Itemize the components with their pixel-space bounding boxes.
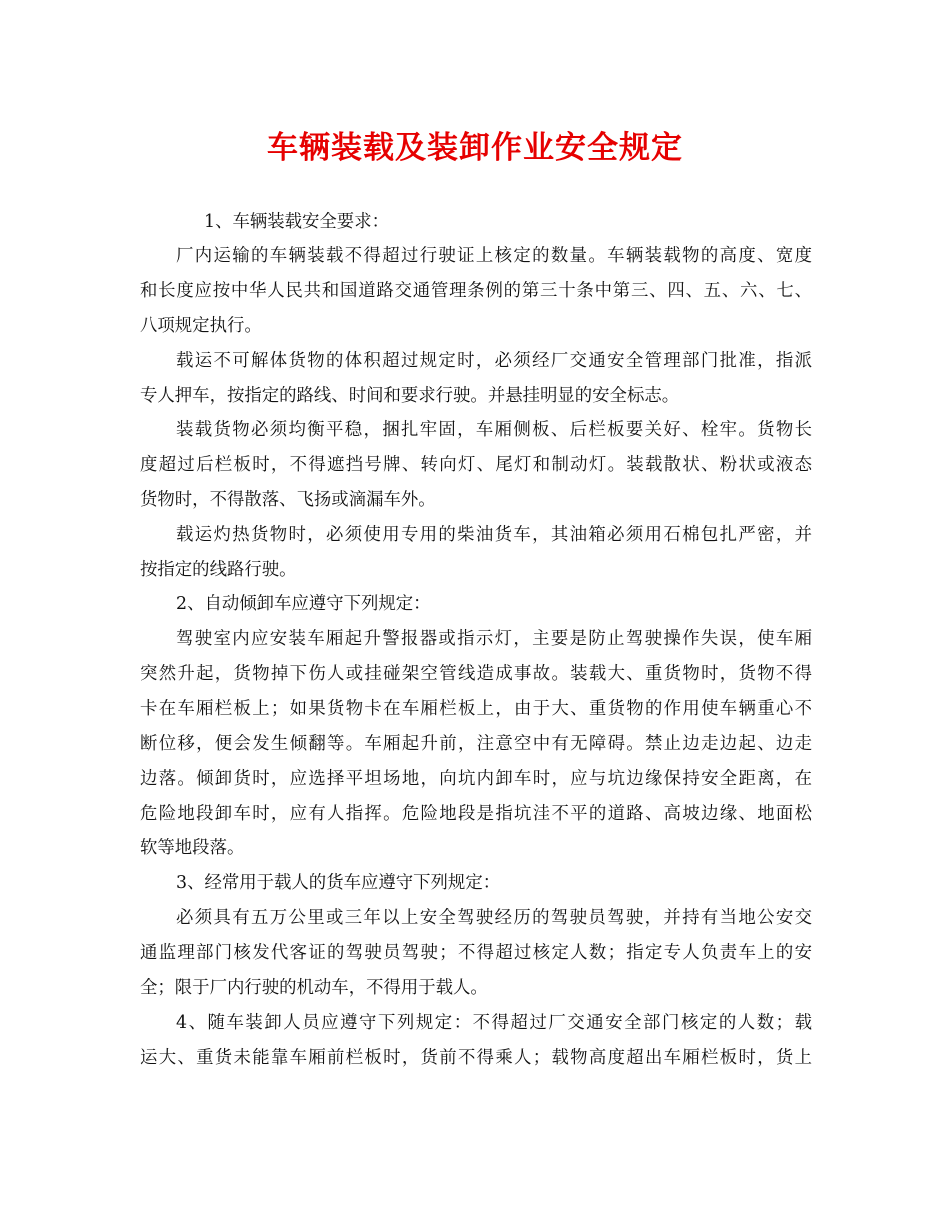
paragraph-line: 和长度应按中华人民共和国道路交通管理条例的第三十条中第三、四、五、六、七、 [140, 281, 812, 301]
paragraph-line: 按指定的线路行驶。 [140, 560, 297, 580]
paragraph-line: 厂内运输的车辆装载不得超过行驶证上核定的数量。车辆装载物的高度、宽度 [176, 246, 812, 266]
section-heading-2: 2、自动倾卸车应遵守下列规定： [176, 594, 431, 614]
paragraph-line: 软等地段落。 [140, 838, 245, 858]
section-heading-1: 1、车辆装载安全要求： [204, 212, 389, 232]
paragraph-line: 驾驶室内应安装车厢起升警报器或指示灯，主要是防止驾驶操作失误，使车厢 [176, 629, 812, 649]
paragraph-line: 载运灼热货物时，必须使用专用的柴油货车，其油箱必须用石棉包扎严密，并 [176, 525, 812, 545]
paragraph-line: 载运不可解体货物的体积超过规定时，必须经厂交通安全管理部门批准，指派 [176, 351, 812, 371]
paragraph-line: 通监理部门核发代客证的驾驶员驾驶；不得超过核定人数；指定专人负责车上的安 [140, 943, 812, 963]
paragraph-line: 突然升起，货物掉下伤人或挂碰架空管线造成事故。装载大、重货物时，货物不得 [140, 664, 812, 684]
paragraph-line: 度超过后栏板时，不得遮挡号牌、转向灯、尾灯和制动灯。装载散状、粉状或液态 [140, 455, 812, 475]
document-title: 车辆装载及装卸作业安全规定 [267, 130, 683, 166]
paragraph-line: 运大、重货未能靠车厢前栏板时，货前不得乘人；载物高度超出车厢栏板时，货上 [140, 1048, 812, 1068]
paragraph-line: 卡在车厢栏板上；如果货物卡在车厢栏板上，由于大、重货物的作用使车辆重心不 [140, 699, 812, 719]
paragraph-line: 八项规定执行。 [140, 316, 262, 336]
paragraph-line: 专人押车，按指定的路线、时间和要求行驶。并悬挂明显的安全标志。 [140, 386, 680, 406]
section-heading-3: 3、经常用于载人的货车应遵守下列规定： [176, 873, 501, 893]
paragraph-line: 装载货物必须均衡平稳，捆扎牢固，车厢侧板、后栏板要关好、栓牢。货物长 [176, 420, 812, 440]
paragraph-line: 全；限于厂内行驶的机动车，不得用于载人。 [140, 978, 488, 998]
section-heading-4: 4、随车装卸人员应遵守下列规定：不得超过厂交通安全部门核定的人数；载 [176, 1013, 812, 1033]
paragraph-line: 边落。倾卸货时，应选择平坦场地，向坑内卸车时，应与坑边缘保持安全距离，在 [140, 769, 812, 789]
paragraph-line: 货物时，不得散落、飞扬或滴漏车外。 [140, 490, 436, 510]
paragraph-line: 危险地段卸车时，应有人指挥。危险地段是指坑洼不平的道路、高坡边缘、地面松 [140, 804, 812, 824]
paragraph-line: 断位移，便会发生倾翻等。车厢起升前，注意空中有无障碍。禁止边走边起、边走 [140, 734, 812, 754]
paragraph-line: 必须具有五万公里或三年以上安全驾驶经历的驾驶员驾驶，并持有当地公安交 [176, 908, 812, 928]
